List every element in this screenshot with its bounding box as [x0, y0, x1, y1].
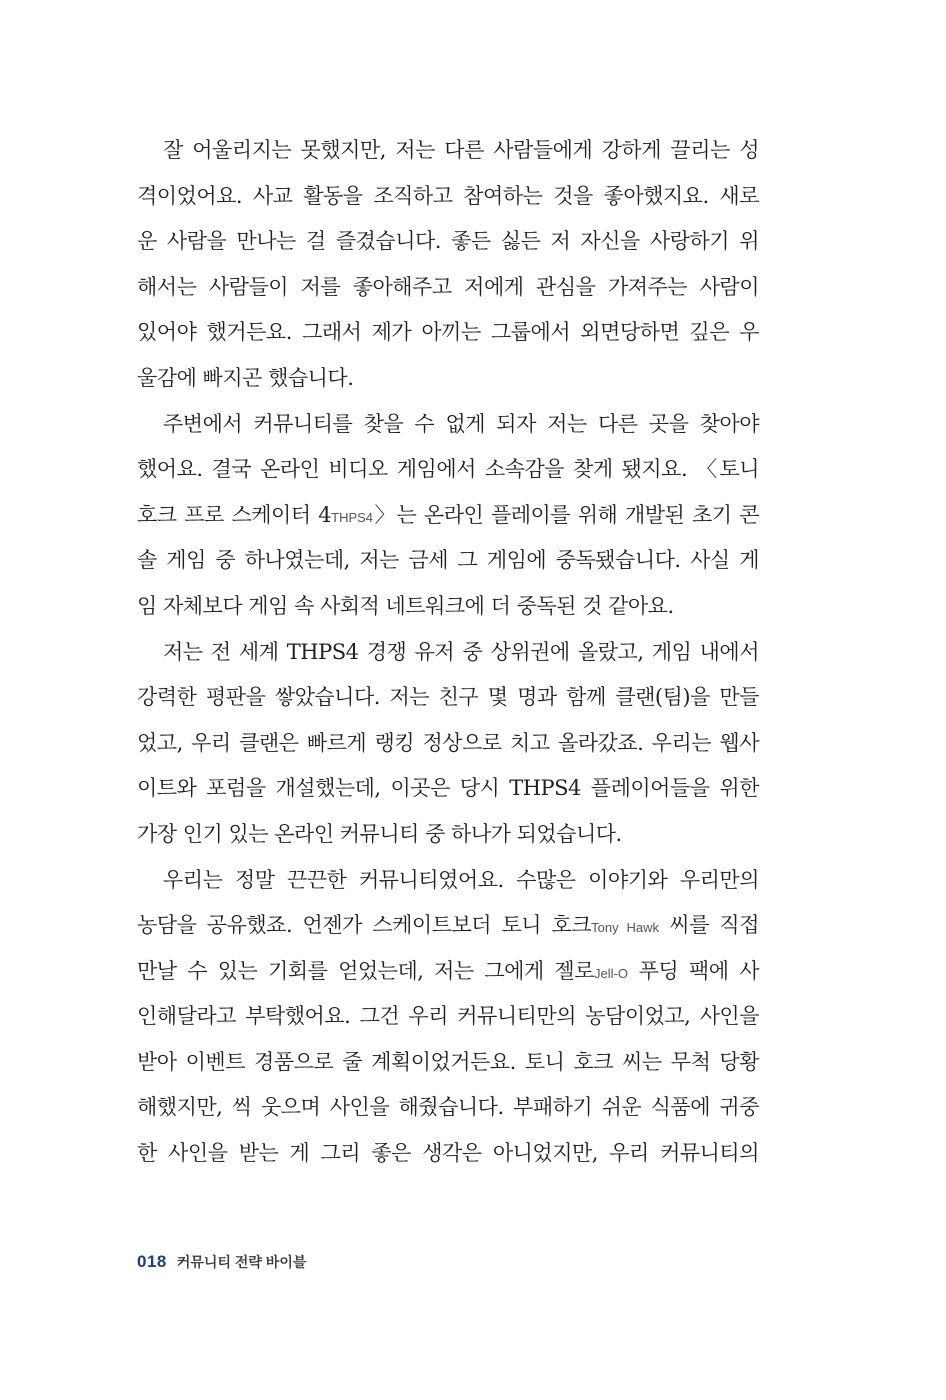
text-run: 운 사람을 만나는 걸 즐겼습니다. 좋든 싫든 저 자신을 사랑하기 위 [137, 229, 759, 254]
paragraph [137, 858, 759, 1177]
text-run: 었고, 우리 클랜은 빠르게 랭킹 정상으로 치고 올라갔죠. 우리는 웹사 [137, 730, 759, 755]
text-line [137, 538, 759, 584]
text-run: 격이었어요. 사교 활동을 조직하고 참여하는 것을 좋아했지요. 새로 [137, 183, 759, 208]
text-line [137, 310, 759, 356]
text-run: 솔 게임 중 하나였는데, 저는 금세 그 게임에 중독됐습니다. 사실 게 [137, 548, 759, 573]
text-line [137, 675, 759, 721]
text-line [137, 265, 759, 311]
original-term-gloss: Tony Hawk [591, 920, 659, 936]
original-term-gloss: THPS4 [331, 509, 374, 525]
text-run: 〉는 온라인 플레이를 위해 개발된 초기 콘 [373, 502, 759, 527]
text-line [137, 766, 759, 812]
text-line [137, 128, 759, 174]
text-line [137, 356, 759, 402]
text-run: 가장 인기 있는 온라인 커뮤니티 중 하나가 되었습니다. [137, 821, 622, 846]
text-run: 우리는 정말 끈끈한 커뮤니티였어요. 수많은 이야기와 우리만의 [163, 867, 759, 892]
page-footer [137, 1252, 306, 1272]
text-line [137, 1131, 759, 1177]
text-run: 강력한 평판을 쌓았습니다. 저는 친구 몇 명과 함께 클랜(팀)을 만들 [137, 685, 759, 710]
text-line [137, 1040, 759, 1086]
text-line [137, 1085, 759, 1131]
body-text [137, 128, 759, 1177]
text-line [137, 994, 759, 1040]
text-run: 있어야 했거든요. 그래서 제가 아끼는 그룹에서 외면당하면 깊은 우 [137, 320, 759, 345]
text-line [137, 402, 759, 448]
text-line [137, 812, 759, 858]
original-term-gloss: Jell-O [594, 965, 628, 981]
text-run: 이트와 포럼을 개설했는데, 이곳은 당시 THPS4 플레이어들을 위한 [137, 776, 759, 801]
text-run: 농담을 공유했죠. 언젠가 스케이트보더 토니 호크 [137, 913, 592, 938]
paragraph [137, 630, 759, 858]
page-number: 018 [137, 1252, 167, 1271]
text-line [137, 858, 759, 904]
text-line [137, 721, 759, 767]
running-title: 커뮤니티 전략 바이블 [176, 1254, 307, 1270]
text-line [137, 493, 759, 539]
text-line [137, 949, 759, 995]
text-line [137, 174, 759, 220]
text-line [137, 219, 759, 265]
text-run: 해했지만, 씩 웃으며 사인을 해줬습니다. 부패하기 쉬운 식품에 귀중 [137, 1095, 759, 1120]
text-run: 받아 이벤트 경품으로 줄 계획이었거든요. 토니 호크 씨는 무척 당황 [137, 1049, 759, 1074]
text-run: 주변에서 커뮤니티를 찾을 수 없게 되자 저는 다른 곳을 찾아야 [163, 411, 759, 436]
text-run: 만날 수 있는 기회를 얻었는데, 저는 그에게 젤로 [137, 958, 594, 983]
text-run: 푸딩 팩에 사 [627, 958, 759, 983]
text-run: 인해달라고 부탁했어요. 그건 우리 커뮤니티만의 농담이었고, 사인을 [137, 1004, 759, 1029]
text-run: 잘 어울리지는 못했지만, 저는 다른 사람들에게 강하게 끌리는 성 [163, 138, 759, 162]
text-line [137, 584, 759, 630]
text-line [137, 630, 759, 676]
text-run: 씨를 직접 [658, 913, 759, 938]
text-run: 호크 프로 스케이터 4 [137, 502, 332, 527]
paragraph [137, 128, 759, 402]
text-run: 했어요. 결국 온라인 비디오 게임에서 소속감을 찾게 됐지요. 〈토니 [137, 457, 759, 482]
text-run: 임 자체보다 게임 속 사회적 네트워크에 더 중독된 것 같아요. [137, 593, 674, 618]
text-run: 울감에 빠지곤 했습니다. [137, 365, 354, 390]
text-run: 한 사인을 받는 게 그리 좋은 생각은 아니었지만, 우리 커뮤니티의 [137, 1141, 759, 1166]
text-run: 저는 전 세계 THPS4 경쟁 유저 중 상위권에 올랐고, 게임 내에서 [163, 639, 759, 664]
text-line [137, 447, 759, 493]
text-run: 해서는 사람들이 저를 좋아해주고 저에게 관심을 가져주는 사람이 [137, 274, 759, 299]
text-line [137, 903, 759, 949]
paragraph [137, 402, 759, 630]
